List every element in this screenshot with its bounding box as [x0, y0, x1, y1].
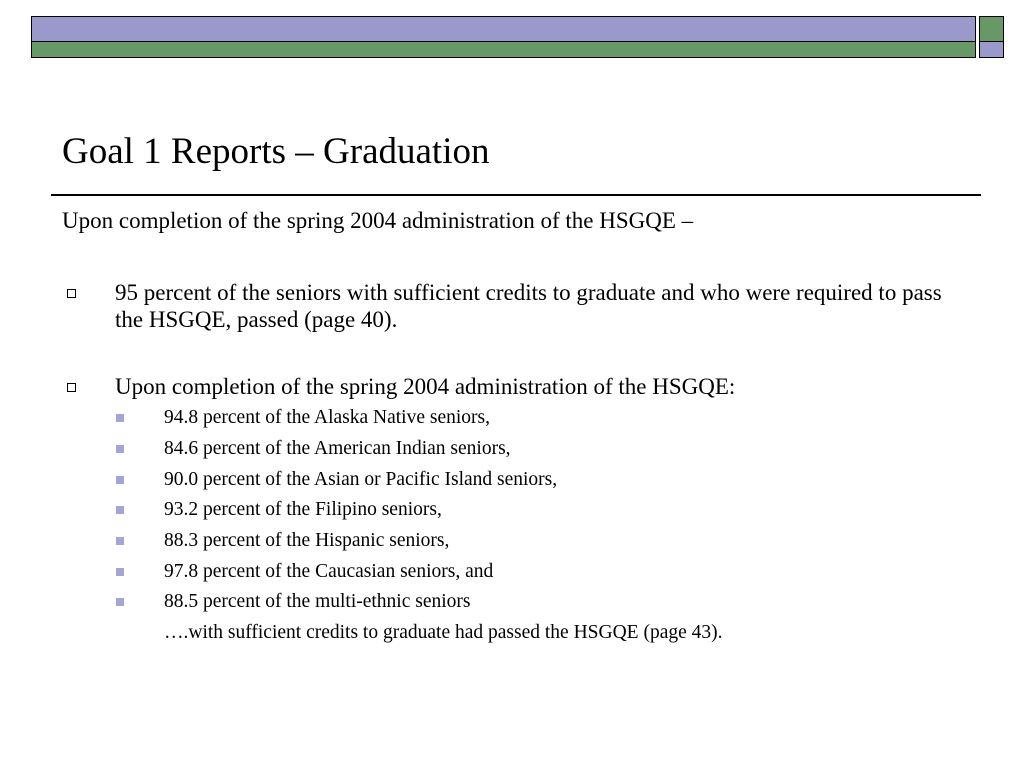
sub-bullet-text: 88.5 percent of the multi-ethnic seniors — [164, 591, 471, 612]
filled-square-bullet-icon — [116, 598, 124, 606]
sub-bullet-text: 90.0 percent of the Asian or Pacific Island seniors, — [164, 469, 558, 490]
slide-title: Goal 1 Reports – Graduation — [62, 131, 490, 172]
bullet-text: Upon completion of the spring 2004 administration of the HSGQE: — [115, 374, 736, 399]
title-rule — [51, 194, 981, 196]
closing-text: ….with sufficient credits to graduate had passed the HSGQE (page 43). — [164, 622, 723, 643]
filled-square-bullet-icon — [116, 414, 124, 422]
hollow-square-bullet-icon — [67, 289, 76, 298]
filled-square-bullet-icon — [116, 506, 124, 514]
sub-bullet-text: 84.6 percent of the American Indian seniors, — [164, 438, 511, 459]
intro-text: Upon completion of the spring 2004 administration of the HSGQE – — [62, 208, 694, 233]
filled-square-bullet-icon — [116, 537, 124, 545]
sub-bullet-text: 94.8 percent of the Alaska Native seniors, — [164, 407, 490, 428]
sub-bullet-text: 88.3 percent of the Hispanic seniors, — [164, 530, 450, 551]
hollow-square-bullet-icon — [67, 383, 76, 392]
filled-square-bullet-icon — [116, 445, 124, 453]
header-bar-top — [31, 16, 976, 42]
header-square-bottom — [979, 42, 1004, 58]
header-square-top — [979, 16, 1004, 42]
filled-square-bullet-icon — [116, 476, 124, 484]
header-bar-bottom — [31, 42, 976, 58]
bullet-text: 95 percent of the seniors with sufficient credits to graduate and who were required to pass the HSGQE, passed (page 40). — [115, 280, 942, 332]
sub-bullet-text: 97.8 percent of the Caucasian seniors, and — [164, 561, 494, 582]
filled-square-bullet-icon — [116, 568, 124, 576]
sub-bullet-text: 93.2 percent of the Filipino seniors, — [164, 499, 442, 520]
